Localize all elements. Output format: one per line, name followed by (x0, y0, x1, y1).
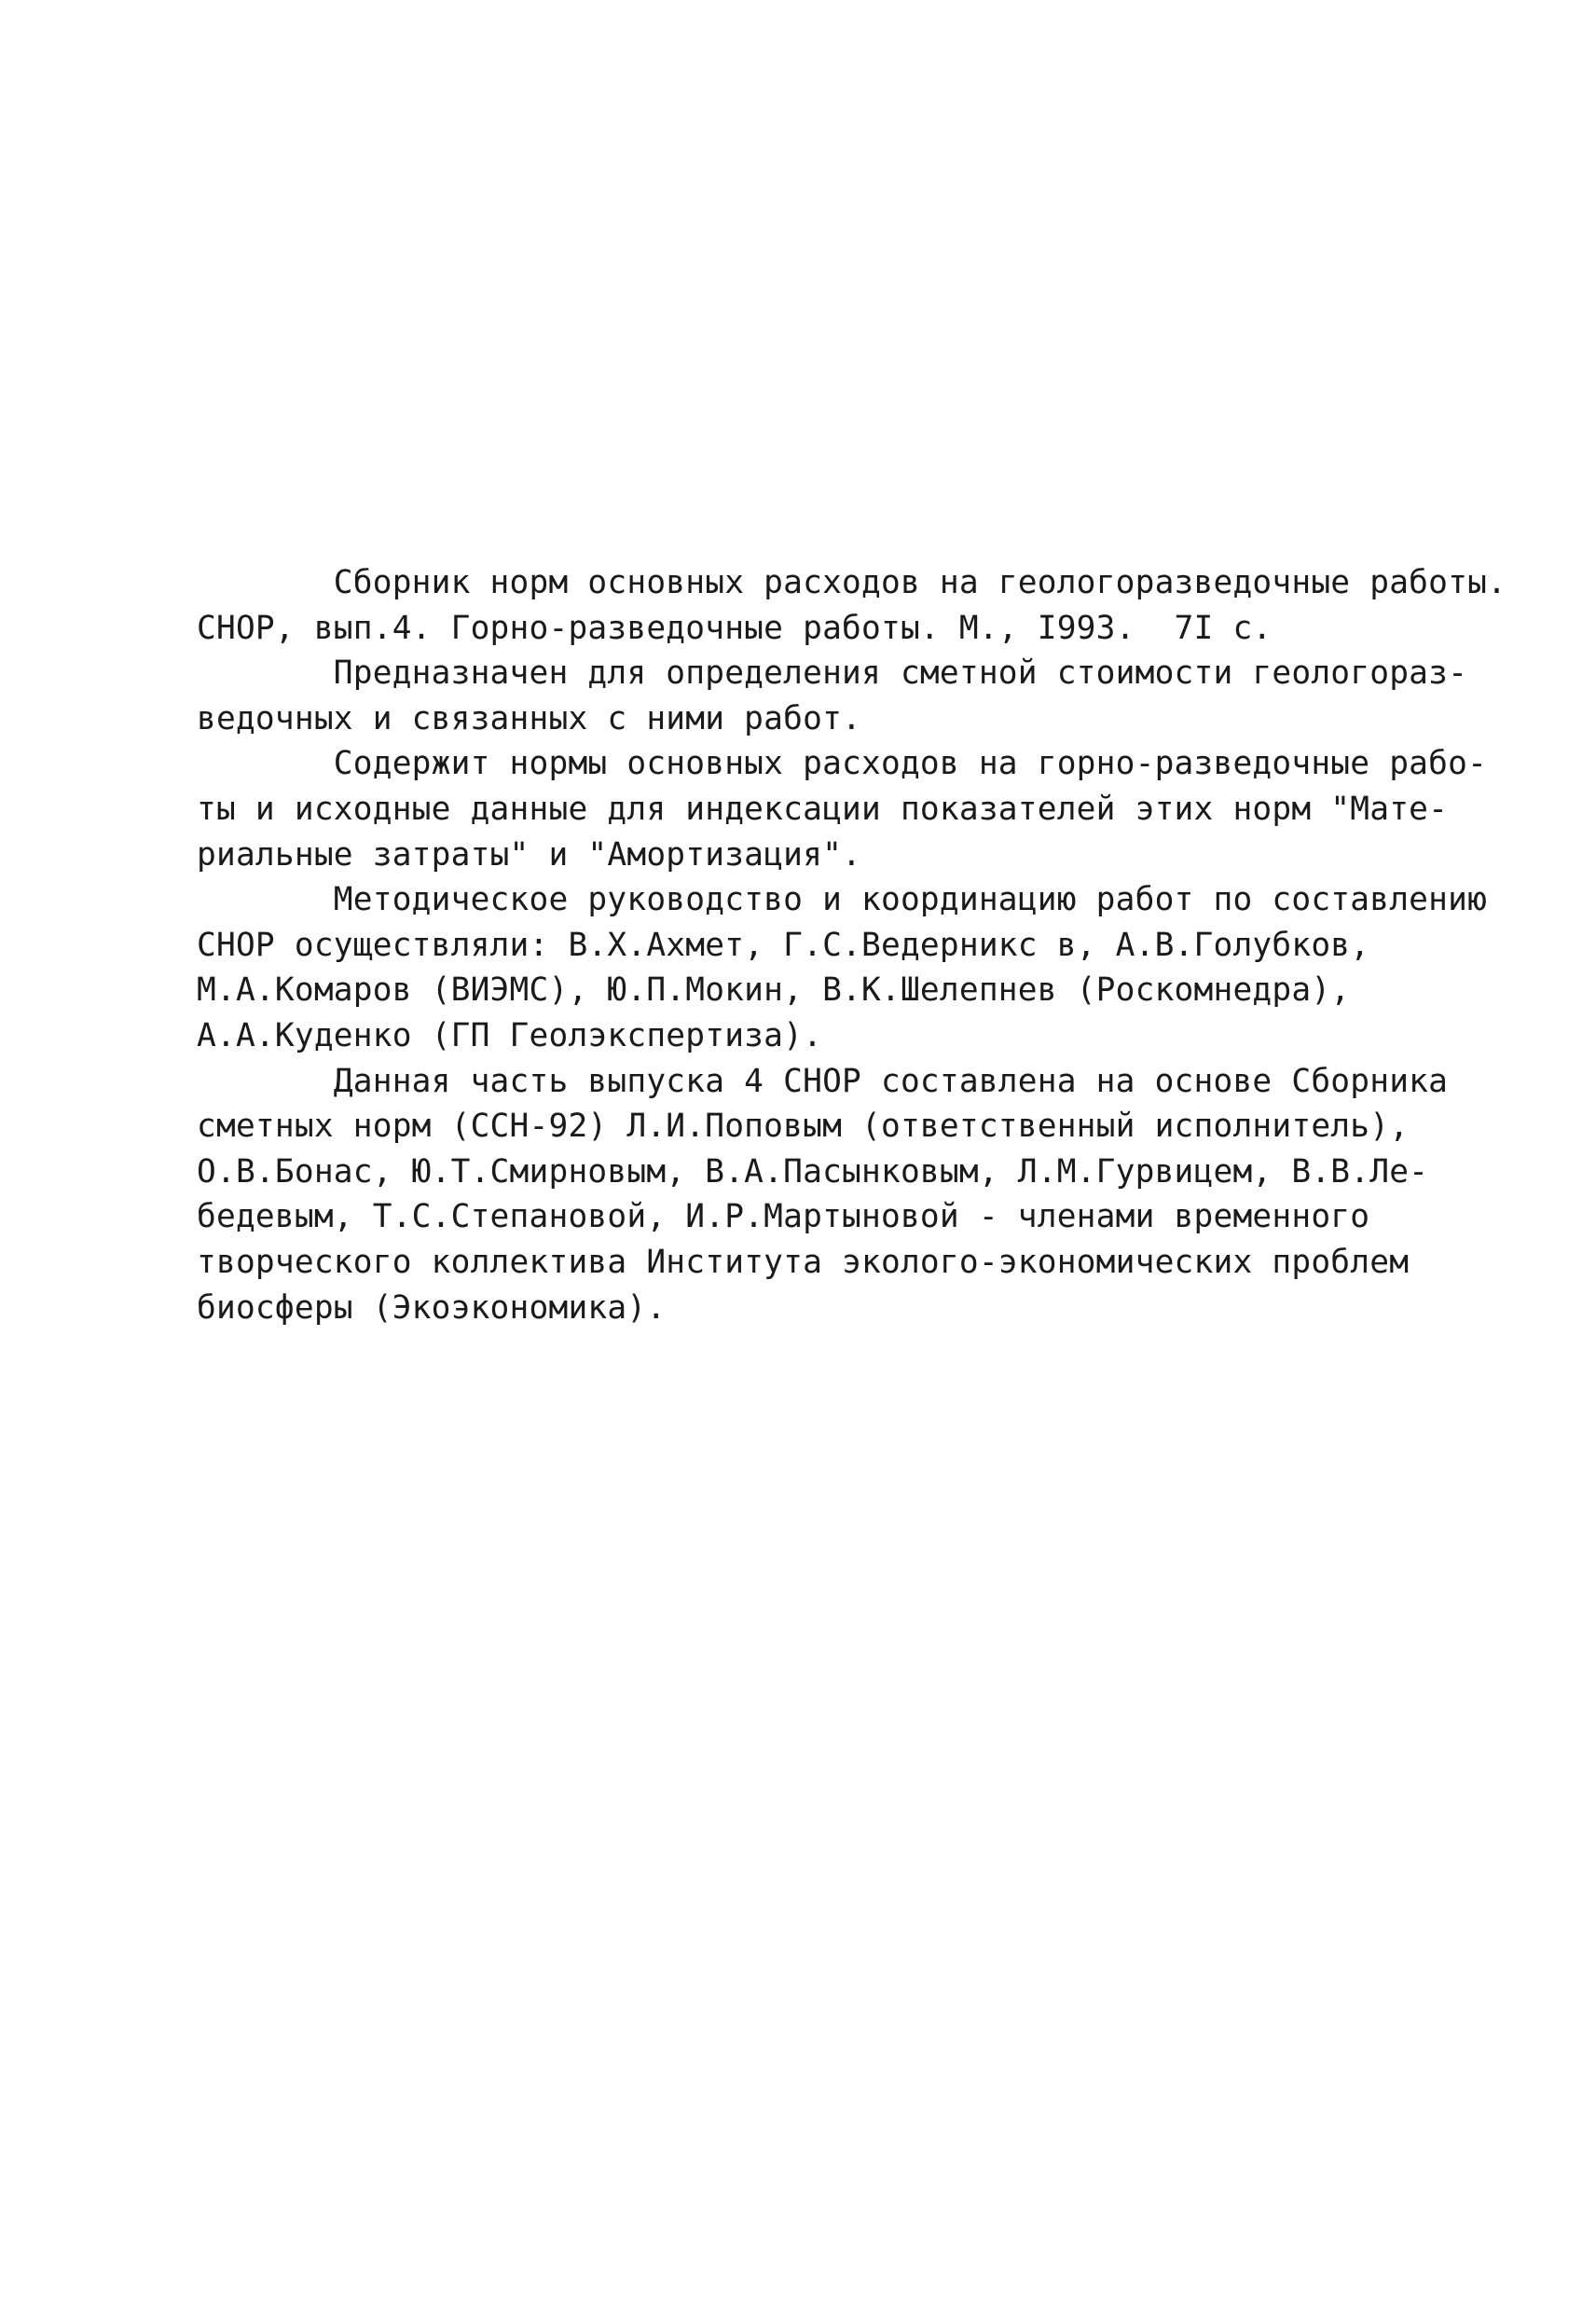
text-line: ведочных и связанных с ними работ. (197, 699, 862, 737)
text-line: А.А.Куденко (ГП Геолэкспертиза). (197, 1016, 823, 1054)
annotation-text (197, 560, 1507, 1330)
text-line: Содержит нормы основных расходов на горно-разведочные рабо- (197, 745, 1488, 783)
text-line: О.В.Бонас, Ю.Т.Смирновым, В.А.Пасынковым, Л.М.Гурвицем, В.В.Ле- (197, 1152, 1429, 1191)
text-line: Данная часть выпуска 4 СНОР составлена на основе Сборника (197, 1062, 1449, 1100)
text-line: биосферы (Экоэкономика). (197, 1288, 667, 1327)
text-line: М.А.Комаров (ВИЭМС), Ю.П.Мокин, В.К.Шелепнев (Роскомнедра), (197, 971, 1351, 1010)
text-line: риальные затраты" и "Амортизация". (197, 835, 862, 874)
text-line: сметных норм (ССН-92) Л.И.Поповым (ответственный исполнитель), (197, 1108, 1410, 1146)
text-line: Сборник норм основных расходов на геологоразведочные работы. (197, 564, 1507, 601)
text-line: СНОР осуществляли: В.Х.Ахмет, Г.С.Ведерникс в, А.В.Голубков, (197, 926, 1370, 964)
text-line: СНОР, вып.4. Горно-разведочные работы. М., I993. 7I с. (197, 609, 1273, 647)
text-line: бедевым, Т.С.Степановой, И.Р.Мартыновой - членами временного (197, 1198, 1370, 1236)
text-line: Методическое руководство и координацию работ по составлению (197, 881, 1488, 919)
text-line: ты и исходные данные для индексации показателей этих норм "Мате- (197, 790, 1449, 828)
text-line: Предназначен для определения сметной стоимости геологораз- (197, 654, 1468, 693)
text-line: творческого коллектива Института эколого-экономических проблем (197, 1243, 1410, 1281)
